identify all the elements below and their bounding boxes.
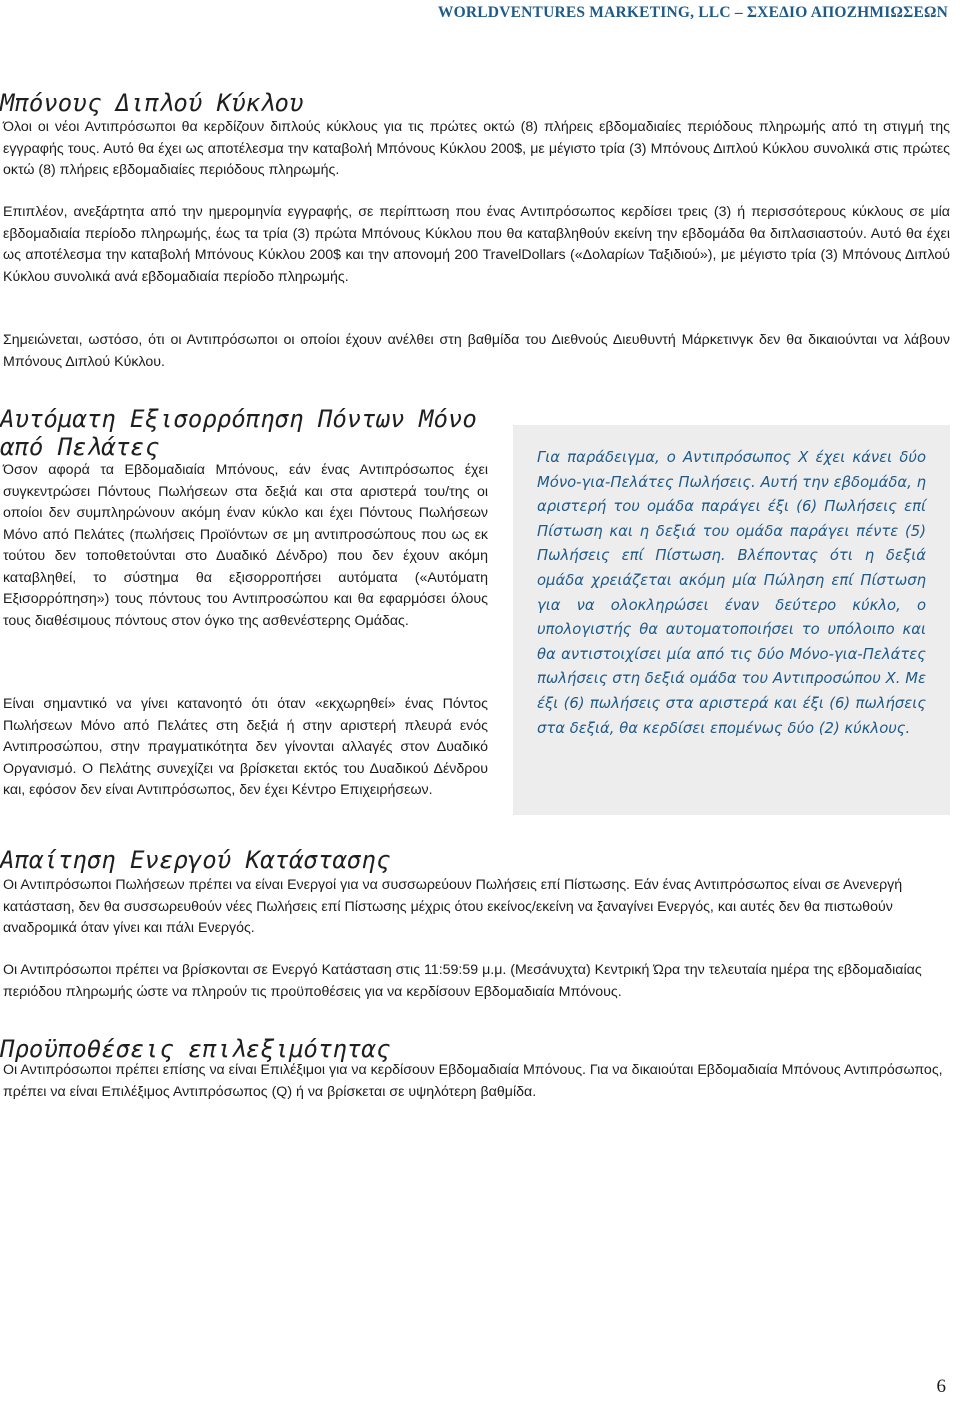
- section-heading-eligibility: Προϋποθέσεις επιλεξιμότητας: [0, 1035, 391, 1063]
- section-heading-double-cycle: Μπόνους Διπλού Κύκλου: [0, 89, 304, 117]
- section-heading-auto-balance-line2: από Πελάτες: [0, 433, 159, 461]
- page-number: 6: [936, 1376, 946, 1397]
- paragraph: Οι Αντιπρόσωποι πρέπει επίσης να είναι Επιλέξιμοι για να κερδίσουν Εβδομαδιαία Μπόνους. Για να δικαιούται Εβδομαδιαία Μπόνους Αντιπρόσωπος, πρέπει να είναι Επιλέξιμος Αντιπρόσωπος (Q) ή να βρίσκεται σε υψηλότερη βαθμίδα.: [3, 1062, 943, 1100]
- paragraph: Όλοι οι νέοι Αντιπρόσωποι θα κερδίζουν διπλούς κύκλους για τις πρώτες οκτώ (8) πλήρεις εβδομαδιαίες περιόδους πληρωμής από τη στιγμή της εγγραφής τους. Αυτό θα έχει ως αποτέλεσμα την καταβολή Μπόνους Κύκλου 200$, με μέγιστο τρία (3) Μπόνους Διπλού Κύκλου συνολικά στις πρώτες οκτώ (8) πλήρεις εβδομαδιαίες περιόδους πληρωμής.: [3, 119, 950, 178]
- paragraph: Οι Αντιπρόσωποι Πωλήσεων πρέπει να είναι Ενεργοί για να συσσωρεύουν Πωλήσεις επί Πίστωσης. Εάν ένας Αντιπρόσωπος είναι σε Ανενεργή κατάσταση, δεν θα συσσωρευθούν νέες Πωλήσεις επί Πίστωσης μέχρις ότου εκείνος/εκείνη να ξαναγίνει Ενεργός, και αυτές δεν θα πιστωθούν αναδρομικά όταν γίνει και πάλι Ενεργός.: [3, 877, 903, 936]
- paragraph: Επιπλέον, ανεξάρτητα από την ημερομηνία εγγραφής, σε περίπτωση που ένας Αντιπρόσωπος κερδίσει τρεις (3) ή περισσότερους κύκλους σε μία εβδομαδιαία περίοδο πληρωμής, έως τα τρία (3) πρώτα Μπόνους Κύκλου που θα καταβληθούν εκείνη την εβδομάδα θα διπλασιαστούν. Αυτό θα έχει ως αποτέλεσμα την καταβολή Μπόνους Κύκλου 200$ και την απονομή 200 TravelDollars («Δολαρίων Ταξιδιού»), με μέγιστο τρία (3) Μπόνους Διπλού Κύκλου συνολικά ανά εβδομαδιαία περίοδο πληρωμής.: [3, 204, 950, 285]
- example-callout-box: [513, 425, 950, 815]
- paragraph: Σημειώνεται, ωστόσο, ότι οι Αντιπρόσωποι οι οποίοι έχουν ανέλθει στη βαθμίδα του Διεθνούς Διευθυντή Μάρκετινγκ δεν θα δικαιούνται να λάβουν Μπόνους Διπλού Κύκλου.: [3, 332, 950, 370]
- example-callout-text: Για παράδειγμα, ο Αντιπρόσωπος Χ έχει κάνει δύο Μόνο-για-Πελάτες Πωλήσεις. Αυτή την εβδομάδα, η αριστερή του ομάδα παράγει έξι (6) Πωλήσεις επί Πίστωση και η δεξιά του ομάδα παράγει πέντε (5) Πωλήσεις επί Πίστωση. Βλέποντας ότι η δεξιά ομάδα χρειάζεται ακόμη μία Πώληση επί Πίστωση για να ολοκληρώσει έναν δεύτερο κύκλο, ο υπολογιστής θα αυτοματοποιήσει το υπόλοιπο και θα αντιστοιχίσει μία από τις δύο Μόνο-για-Πελάτες πωλήσεις στη δεξιά ομάδα του Αντιπροσώπου Χ. Με έξι (6) πωλήσεις στα αριστερά και έξι (6) πωλήσεις στα δεξιά, θα κερδίσει επομένως δύο (2) κύκλους.: [537, 449, 926, 737]
- section-heading-auto-balance: Αυτόματη Εξισορρόπηση Πόντων Μόνο: [0, 405, 477, 433]
- paragraph: Όσον αφορά τα Εβδομαδιαία Μπόνους, εάν ένας Αντιπρόσωπος έχει συγκεντρώσει Πόντους Πωλήσεων στα δεξιά και στα αριστερά του/της οι οποίοι δεν συμπληρώνουν ακόμη έναν κύκλο και έχει Πόντους Πωλήσεων Μόνο από Πελάτες (πωλήσεις Προϊόντων σε μη αντιπροσώπους που ως εκ τούτου δεν τοποθετούνται στο Δυαδικό Δένδρο) που δεν έχουν ακόμη καταβληθεί, το σύστημα θα εξισορροπήσει αυτόματα («Αυτόματη Εξισορρόπηση») τους πόντους του Αντιπροσώπου και θα εφαρμόσει όλους τους διαθέσιμους πόντους στον όγκο της ασθενέστερης Ομάδας.: [3, 462, 488, 629]
- paragraph: Είναι σημαντικό να γίνει κατανοητό ότι όταν «εκχωρηθεί» ένας Πόντος Πωλήσεων Μόνο από Πελάτες στη δεξιά ή στην αριστερή πλευρά ενός Αντιπροσώπου, στην πραγματικότητα δεν γίνονται αλλαγές στον Δυαδικό Οργανισμό. Ο Πελάτης συνεχίζει να βρίσκεται εκτός του Δυαδικού Δένδρου και, εφόσον δεν είναι Αντιπρόσωπος, δεν έχει Κέντρο Επιχειρήσεων.: [3, 696, 488, 798]
- paragraph: Οι Αντιπρόσωποι πρέπει να βρίσκονται σε Ενεργό Κατάσταση στις 11:59:59 μ.μ. (Μεσάνυχτα) Κεντρική Ώρα την τελευταία ημέρα της εβδομαδιαίας περιόδου πληρωμής ώστε να πληρούν τις προϋποθέσεις για να κερδίσουν Εβδομαδιαία Μπόνους.: [3, 962, 922, 1000]
- document-header: WORLDVENTURES MARKETING, LLC – ΣΧΕΔΙΟ ΑΠΟΖΗΜΙΩΣΕΩΝ: [437, 4, 948, 21]
- section-heading-active-status: Απαίτηση Ενεργού Κατάστασης: [0, 846, 391, 874]
